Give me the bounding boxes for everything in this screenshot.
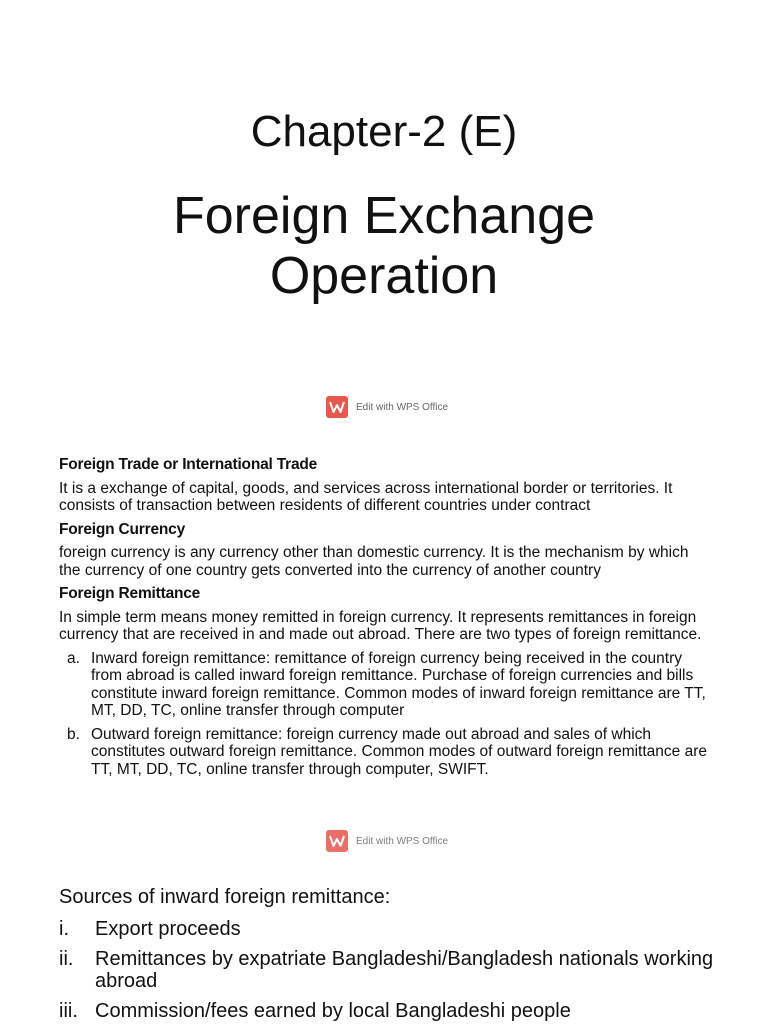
wps-watermark[interactable]: [326, 396, 448, 418]
remittance-text: In simple term means money remitted in foreign currency. It represents remittances in foreign currency that are received in and made out abroad. There are two types of foreign remittance.: [59, 608, 702, 643]
list-marker: ii.: [59, 948, 74, 970]
list-marker: i.: [59, 918, 69, 940]
trade-heading: Foreign Trade or International Trade: [59, 456, 318, 473]
list-item: [59, 1000, 739, 1022]
page-title: [0, 186, 768, 306]
sources-section: [59, 886, 739, 1030]
currency-text: foreign currency is any currency other than domestic currency. It is the mechanism by which the currency of one country gets converted into the currency of another country: [59, 544, 689, 579]
remittance-heading: Foreign Remittance: [59, 585, 201, 602]
list-marker: a.: [67, 649, 80, 667]
currency-heading: Foreign Currency: [59, 520, 185, 538]
list-item-text: Inward foreign remittance: remittance of foreign currency being received in the country from abroad is called inward foreign remittance. Purchase of foreign currencies and bills constitute inward foreign remittance. Common modes of inward foreign remittance are TT, MT, DD, TC, online transfer through computer: [91, 649, 706, 719]
definitions-section: [59, 454, 709, 784]
list-item: [59, 650, 709, 720]
list-item-text: Remittances by expatriate Bangladeshi/Bangladesh nationals working abroad: [95, 948, 714, 992]
title-line-1: Foreign Exchange: [172, 187, 596, 245]
list-item-text: Commission/fees earned by local Bangladeshi people: [95, 1000, 571, 1022]
wps-logo-icon: [326, 830, 348, 852]
sources-heading: Sources of inward foreign remittance:: [59, 886, 391, 908]
list-marker: iii.: [59, 1000, 78, 1022]
wps-watermark-secondary[interactable]: [326, 830, 448, 852]
list-marker: b.: [67, 725, 80, 743]
list-item: [59, 918, 739, 940]
wps-watermark-label: Edit with WPS Office: [356, 835, 449, 847]
list-item: [59, 948, 739, 992]
chapter-label: Chapter-2 (E): [250, 107, 518, 156]
list-item: [59, 726, 709, 779]
remittance-types-list: [59, 650, 709, 779]
list-item-text: Outward foreign remittance: foreign currency made out abroad and sales of which constitutes outward foreign remittance. Common modes of outward foreign remittance are TT, MT, DD, TC, online transfer through computer, SWIFT.: [91, 725, 707, 778]
list-item-text: Export proceeds: [95, 918, 241, 940]
wps-watermark-label: Edit with WPS Office: [356, 401, 449, 413]
title-line-2: Operation: [269, 247, 499, 305]
wps-logo-icon: [326, 396, 348, 418]
trade-text: It is a exchange of capital, goods, and services across international border or territories. It consists of transaction between residents of different countries under contract: [59, 479, 673, 514]
